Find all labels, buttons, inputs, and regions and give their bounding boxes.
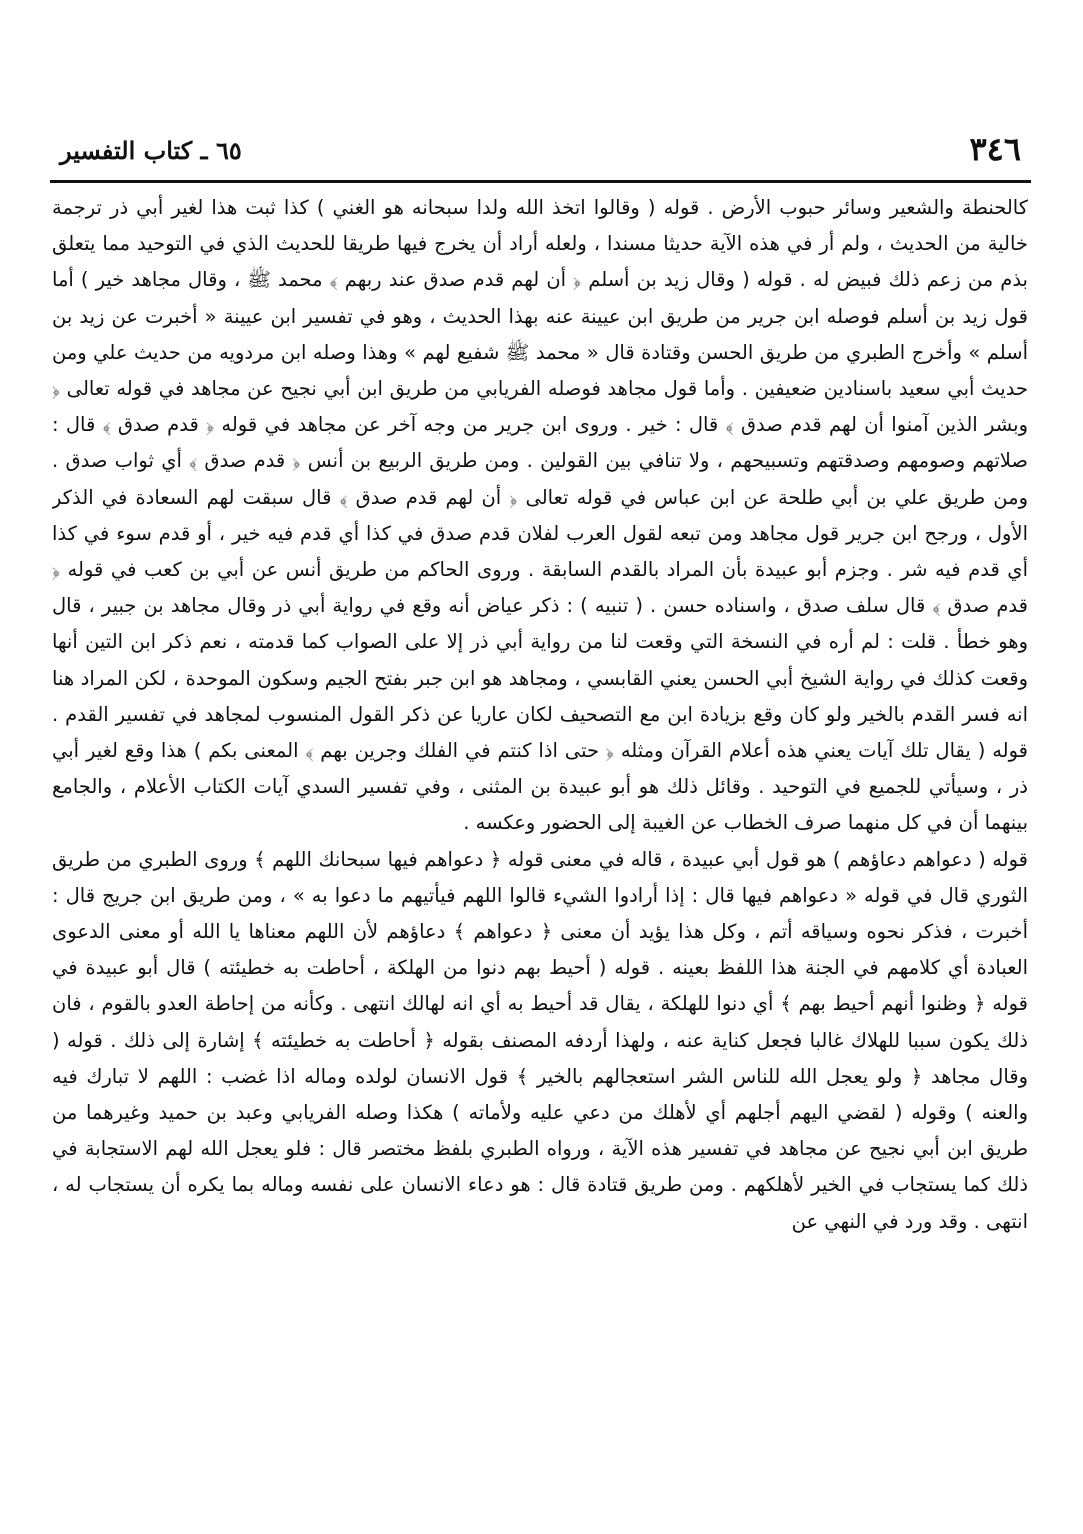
paragraph-1: كالحنطة والشعير وسائر حبوب الأرض . قوله ( وقالوا اتخذ الله ولدا سبحانه هو الغني ) كذا ثبت هذا لغير أبي ذر ترجمة خالية من الحديث ، ولم أر في هذه الآية حديثا مسندا ، ولعله أراد أن يخرج فيها طريقا للحديث الذي في التوحيد مما يتعلق بذم من زعم ذلك فبيض له . قوله ( وقال زيد بن أسلم ﴿ أن لهم قدم صدق عند ربهم ﴾ محمد ﷺ ، وقال مجاهد خير ) أما قول زيد بن أسلم فوصله ابن جرير من طريق ابن عيينة عنه بهذا الحديث ، وهو في تفسير ابن عيينة « أخبرت عن زيد بن أسلم » وأخرج الطبري من طريق الحسن وقتادة قال « محمد ﷺ شفيع لهم » وهذا وصله ابن مردويه من حديث علي ومن حديث أبي سعيد باسنادين ضعيفين . وأما قول مجاهد فوصله الفريابي من طريق ابن أبي نجيح عن مجاهد في قوله تعالى ﴿ وبشر الذين آمنوا أن لهم قدم صدق ﴾ قال : خير . وروى ابن جرير من وجه آخر عن مجاهد في قوله ﴿ قدم صدق ﴾ قال : صلاتهم وصومهم وصدقتهم وتسبيحهم ، ولا تنافي بين القولين . ومن طريق الربيع بن أنس ﴿ قدم صدق ﴾ أي ثواب صدق . ومن طريق علي بن أبي طلحة عن ابن عباس في قوله تعالى ﴿ أن لهم قدم صدق ﴾ قال سبقت لهم السعادة في الذكر الأول ، ورجح ابن جرير قول مجاهد ومن تبعه لقول العرب لفلان قدم صدق في كذا أي قدم فيه خير ، أو قدم سوء في كذا أي قدم فيه شر . وجزم أبو عبيدة بأن المراد بالقدم السابقة . وروى الحاكم من طريق أنس عن أبي بن كعب في قوله ﴿ قدم صدق ﴾ قال سلف صدق ، واسناده حسن . ( تنبيه ) : ذكر عياض أنه وقع في رواية أبي ذر وقال مجاهد بن جبير ، قال وهو خطأ . قلت : لم أره في النسخة التي وقعت لنا من رواية أبي ذر إلا على الصواب كما قدمته ، نعم ذكر ابن التين أنها وقعت كذلك في رواية الشيخ أبي الحسن يعني القابسي ، ومجاهد هو ابن جبر بفتح الجيم وسكون الموحدة ، لكن المراد هنا انه فسر القدم بالخير ولو كان وقع بزيادة ابن مع التصحيف لكان عاريا عن ذكر القول المنسوب لمجاهد في تفسير القدم . قوله ( يقال تلك آيات يعني هذه أعلام القرآن ومثله ﴿ حتى اذا كنتم في الفلك وجرين بهم ﴾ المعنى بكم ) هذا وقع لغير أبي ذر ، وسيأتي للجميع في التوحيد . وقائل ذلك هو أبو عبيدة بن المثنى ، وفي تفسير السدي آيات الكتاب الأعلام ، والجامع بينهما أن في كل منهما صرف الخطاب عن الغيبة إلى الحضور وعكسه .	[52, 196, 1028, 835]
body-text	[52, 190, 1028, 1494]
header-rule	[50, 180, 1031, 183]
page-header	[50, 128, 1031, 178]
running-head: ٦٥ ـ كتاب التفسير	[60, 136, 242, 165]
page-number: ٣٤٦	[969, 130, 1021, 168]
paragraph-2: قوله ( دعواهم دعاؤهم ) هو قول أبي عبيدة ، قاله في معنى قوله ﴿ دعواهم فيها سبحانك اللهم ﴾ وروى الطبري من طريق الثوري قال في قوله « دعواهم فيها قال : إذا أرادوا الشيء قالوا اللهم فيأتيهم ما دعوا به » ، ومن طريق ابن جريج قال : أخبرت ، فذكر نحوه وسياقه أتم ، وكل هذا يؤيد أن معنى ﴿ دعواهم ﴾ دعاؤهم لأن اللهم معناها يا الله أو معنى الدعوى العبادة أي كلامهم في الجنة هذا اللفظ بعينه . قوله ( أحيط بهم دنوا من الهلكة ، أحاطت به خطيئته ) قال أبو عبيدة في قوله ﴿ وظنوا أنهم أحيط بهم ﴾ أي دنوا للهلكة ، يقال قد أحيط به أي انه لهالك انتهى . وكأنه من إحاطة العدو بالقوم ، فان ذلك يكون سببا للهلاك غالبا فجعل كناية عنه ، ولهذا أردفه المصنف بقوله ﴿ أحاطت به خطيئته ﴾ إشارة إلى ذلك . قوله ( وقال مجاهد ﴿ ولو يعجل الله للناس الشر استعجالهم بالخير ﴾ قول الانسان لولده وماله اذا غضب : اللهم لا تبارك فيه والعنه ) وقوله ( لقضي اليهم أجلهم أي لأهلك من دعي عليه ولأماته ) هكذا وصله الفريابي وعبد بن حميد وغيرهما من طريق ابن أبي نجيح عن مجاهد في تفسير هذه الآية ، ورواه الطبري بلفظ مختصر قال : فلو يعجل الله لهم الاستجابة في ذلك كما يستجاب في الخير لأهلكهم . ومن طريق قتادة قال : هو دعاء الانسان على نفسه وماله بما يكره أن يستجاب له ، انتهى . وقد ورد في النهي عن	[52, 847, 1028, 1233]
